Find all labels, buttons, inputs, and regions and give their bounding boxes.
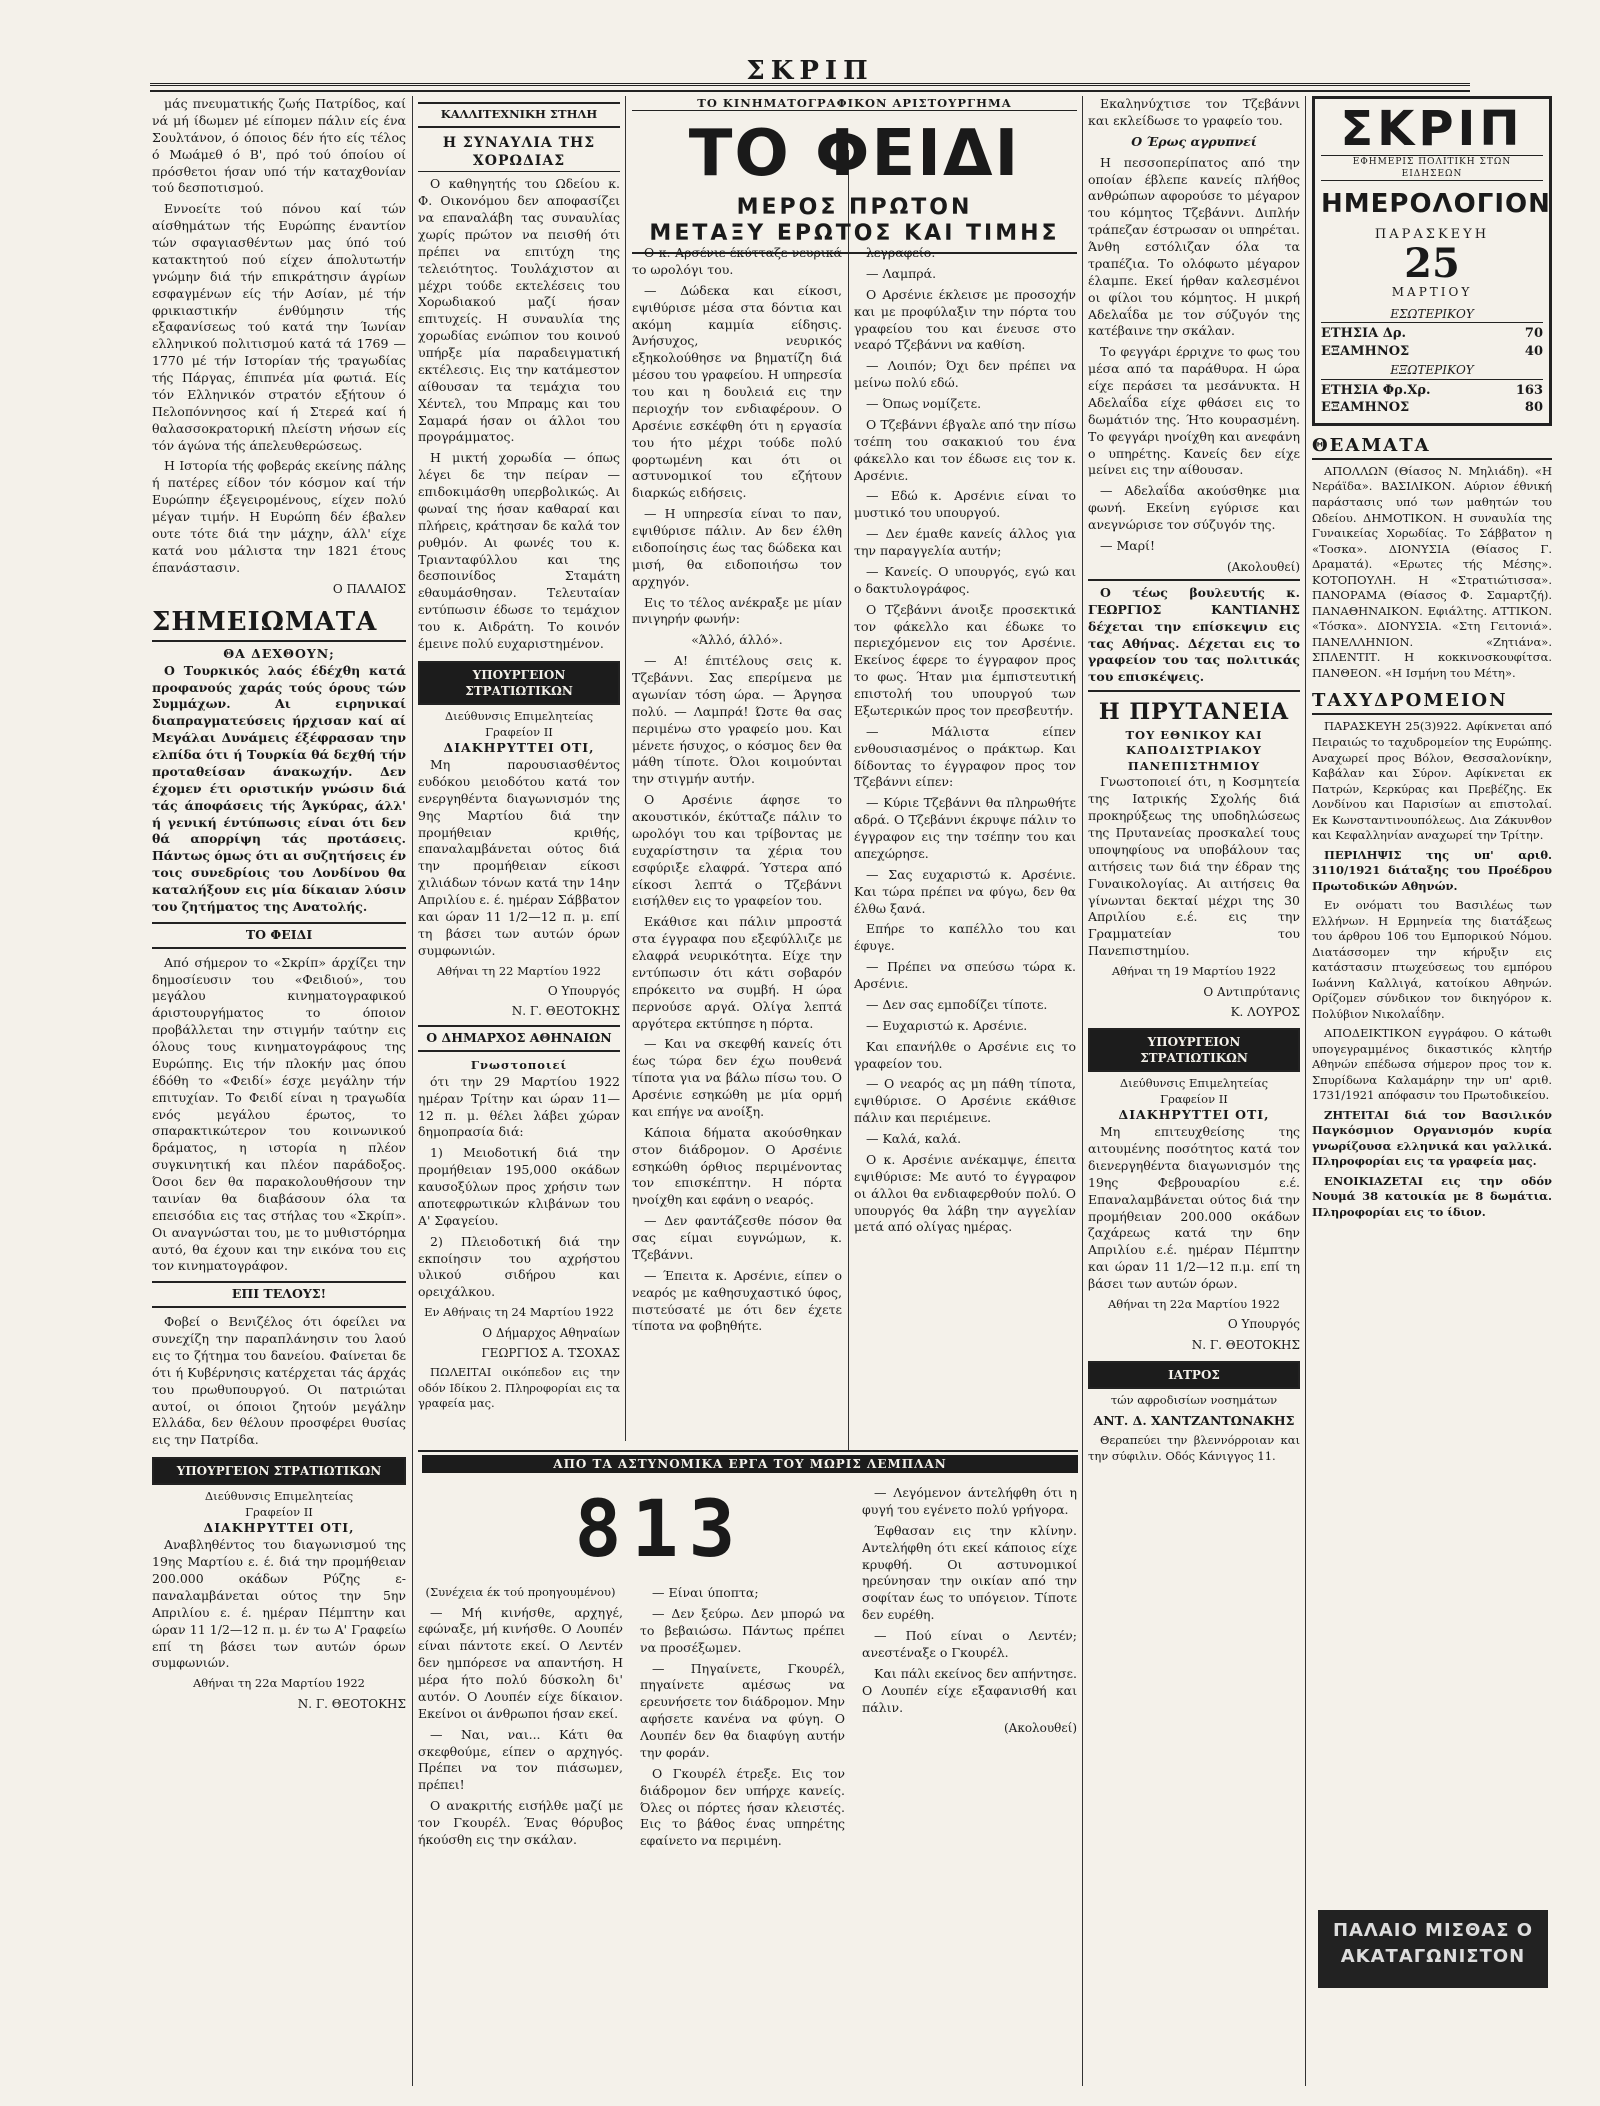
serial-text: Επήρε το καπέλλο του και έφυγε. — [854, 921, 1076, 954]
column-rule — [848, 150, 849, 1450]
notice-signature: Ν. Γ. ΘΕΟΤΟΚΗΣ — [511, 1004, 620, 1019]
notice-date: Αθήναι τη 22 Μαρτίου 1922 — [436, 963, 602, 978]
classified-ad: ΕΝΟΙΚΙΑΖΕΤΑΙ εις την οδόν Νουμά 38 κατοικία με 8 δωμάτια. Πληροφορίαι εις το ίδιον. — [1312, 1173, 1552, 1219]
serial-subheading: Ο Έρως αγρυπνεί — [1131, 133, 1257, 149]
serial-text: — Όπως νομίζετε. — [866, 396, 982, 411]
section-kicker: ΚΑΛΛΙΤΕΧΝΙΚΗ ΣΤΗΛΗ — [418, 102, 620, 128]
calendar-month: ΜΑΡΤΙΟΥ — [1391, 284, 1473, 299]
serial-text: — Λεγόμενον άντελήφθη ότι η φυγή του εγένετο πολύ γρήγορα. — [862, 1485, 1077, 1517]
serial-text: Το φεγγάρι έρριχνε το φως του μέσα από τα παράθυρα. Η ώρα είχε περάσει τα μεσάνυκτα. Η Αδελαΐδα είχε φθάσει εις το δωμάτιόν της. Ήτο κουρασμένη. Το φεγγάρι ηνοίχθη και ανεφάνη ο υπηρέτης. Κανείς δεν είχε μείνει εις την αίθουσαν. — [1088, 344, 1300, 478]
listings-text: ΑΠΟΛΛΩΝ (Θίασος Ν. Μηλιάδη). «Η Νεράϊδα». ΒΑΣΙΛΙΚΟΝ. Αύριον έθνική παράστασις υπό των μαθητών του Ωδείου. ΔΗΜΟΤΙΚΟΝ. Η συναυλία της Γυναικείας Χορωδίας. Το Σάββατον η «Τοσκα». ΔΙΟΝΥΣΙΑ (Θίασος Γ. Δραματά). «Ερωτες τής Μέσης». ΚΟΤΟΠΟΥΛΗ. Η «Στρατιώτισσα». ΠΑΝΟΡΑΜΑ (Θίασος Φ. Σαμαρτζή). ΠΑΝΑΘΗΝΑΙΚΟΝ. Εφιάλτης. ΑΤΤΙΚΟΝ. «Τόσκα». ΔΙΟΝΥΣΙΑ. «Στη Γειτονιά». ΠΑΝΕΛΛΗΝΙΟΝ. «Ζητιάνα». ΣΠΛΕΝΤΙΤ. Η κοκκινοσκουφίτσα. ΠΑΝΘΕΟΝ. «Η Ισμήνη του Μέτη». — [1312, 463, 1552, 680]
serial-text: Και πάλι εκείνος δεν απήντησε. Ο Λουπέν είχε εξαφανισθή και πάλιν. — [862, 1665, 1077, 1715]
article-text: Φοβεί ο Βενιζέλος ότι όφείλει να συνεχίζη την παραπλάνησιν του λαού εις το ζήτημα του δανείου. Φαίνεται δε ότι ή Κυβέρνησις κατέρχεται τάς άρχάς του πρωθυπουργού. Οι πατριώται αυτοί, οι όποιοι ζητούν μεγάλην Ελλάδα, δεν θέλουν προσφέρει θυσίας εις την Πατρίδα. — [152, 1314, 406, 1448]
serial-subtitle: ΜΕΤΑΞΥ ΕΡΩΤΟΣ ΚΑΙ ΤΙΜΗΣ — [632, 221, 1077, 253]
serial-text: — Και να σκεφθή κανείς ότι έως τώρα δεν έχω πουθενά τίποτα για να βάλω πίσω του. Ο Αρσένιε εσηκώθη με μία ορμή και επήγε να ανοίξη. — [632, 1036, 842, 1119]
serial-kicker: ΤΟ ΚΙΝΗΜΑΤΟΓΡΑΦΙΚΟΝ ΑΡΙΣΤΟΥΡΓΗΜΑ — [632, 96, 1077, 111]
calendar-weekday: ΠΑΡΑΣΚΕΥΗ — [1374, 227, 1490, 243]
column-2 — [418, 96, 620, 1446]
ad-name: ΑΝΤ. Δ. ΧΑΝΤΖΑΝΤΩΝΑΚΗΣ — [1093, 1412, 1295, 1428]
article-text: Εννοείτε τού πόνου καί τών αίσθημάτων τής Ευρώπης έναντίον τών σφαγιασθέντων μας ύπό τού κατακτητού πού είχεν άπολυτωτήν γνώμην διά τήν επικράτησιν άγρίων εσφαγμένων είς τήν Ασίαν, μέ τήν φρικιαστικήν ένθύμησιν τής εξαφανίσεως τού κατά την Ίωνίαν ελληνικού πολιτισμού κατά τά 1769 — 1770 μέ τήν Ιστορίαν τής τραγωδίας τής Πάργας, έπιπνέα μία φωτιά. Είς τόν Ελληνικόν στρατόν εξήτουν ό Πελοπόννησος καί ή Στερεά καί ή θαλασσοκρατορική πλείστη νήσων είς τόν άγώνα τής άπελευθερώσεως. — [152, 201, 406, 453]
article-text: ότι την 29 Μαρτίου 1922 ημέραν Τρίτην και ώραν 11—12 π. μ. θέλει λάβει χώραν δημοπρασία διά: — [418, 1073, 620, 1140]
serial-text: Η πεσσοπερίπατος από την οποίαν έβλεπε κανείς πλήθος ανθρώπων αφορούσε το μέγαρον του κόμητος Τζεβάννι. Διπλήν τράπεζαν έστρωσαν οι υπηρέται. Άνθη εστόλιζαν όλα τα τραπέζια. Το ολόφωτο μέγαρον έλαμπε. Εκεί ήρθαν καλεσμένοι οι φίλοι του κόμητος. Η μικρή Αδελαΐδα με τον σύζυγόν της κατέβαινε την σκάλαν. — [1088, 154, 1300, 339]
top-rule — [150, 90, 1470, 92]
serial-continued: (Ακολουθεί) — [1226, 559, 1300, 574]
notice-date: Αθήναι τη 19 Μαρτίου 1922 — [1111, 964, 1277, 979]
section-subheading: ΘΑ ΔΕΧΘΟΥΝ; — [223, 645, 335, 661]
notice-signature: Ν. Γ. ΘΕΟΤΟΚΗΣ — [1191, 1337, 1300, 1352]
notice-heading: ΔΙΑΚΗΡΥΤΤΕΙ ΟΤΙ, — [203, 1520, 355, 1536]
section-heading: ΤΟ ΦΕΙΔΙ — [152, 922, 406, 949]
subscription-table — [1321, 306, 1543, 417]
column-rule — [1082, 96, 1083, 2086]
subscription-row: ΕΞΑΜΗΝΟΣ 80 — [1321, 400, 1543, 416]
notice-text: Μη επιτευχθείσης της αιτουμένης ποσότητος κατά τον διενεργηθέντα διαγωνισμόν της 19ης Φεβρουαρίου ε.έ. Επαναλαμβάνεται ούτος διά την προμήθειαν 200.000 οκάδων ζαχάρεως κατά την 6ην Απριλίου ε.έ. ημέραν Πέμπτην και ώραν 11 1/2—12 π.μ. επί τη βάσει των αυτών όρων. — [1088, 1124, 1300, 1292]
serial-813-column-c — [862, 1485, 1077, 1995]
serial-text: — Λοιπόν; Όχι δεν πρέπει να μείνω πολύ εδώ. — [854, 358, 1076, 391]
serial-text: — Δεν σας εμποδίζει τίποτε. — [866, 996, 1048, 1012]
serial-813-number: 813 — [574, 1485, 746, 1575]
article-text: Η Ιστορία τής φοβεράς εκείνης πάλης ή πατέρες είδον τόν κόσμον καί τήν Ευρώπην έξεγειρομένους, είχεν πολύ μέγαν τιμήν. Η Ευρώπη δέν έβαλεν ουτε τότε διά την μάχην, άλλ' είχε κατά νου μάλιστα την 1821 έτους έπανάστασιν. — [152, 458, 406, 575]
announcement: Ο τέως βουλευτής κ. ΓΕΩΡΓΙΟΣ ΚΑΝΤΙΑΝΗΣ δέχεται την επίσκεψιν εις τας Αθήνας. Δέχεται εις το γραφείον του τας πολιτικάς του επισκέψεις. — [1088, 579, 1300, 692]
serial-continued: (Ακολουθεί) — [1003, 1721, 1077, 1736]
calendar-box — [1312, 96, 1552, 426]
serial-text: — Α! έπιτέλους σεις κ. Τζεβάννι. Σας επερίμενα με αγωνίαν τόση ώρα. — Άργησα πολύ. — Λαμπρά! Ώστε θα σας περιμένω στο γραφείο μου. Και μένετε ήσυχος, ο κόσμος δεν θα μάθη τίποτε. Όλοι κοιμούνται την στιγμήν αυτήν. — [632, 653, 842, 787]
serial-text: — Δώδεκα και είκοσι, εψιθύρισε μέσα στα δόντια και ακόμη καμμία είδησις. Άνήσυχος, νευρικός εξηκολούθησε να βηματίζη διά μέσου του γραφείου. Η υπηρεσία του και η δουλειά εις την περιοχήν τον ενδιαφέρουν. Ο Αρσένιε εσκέφθη ότι η εργασία του ήτο μέχρι τούδε πολύ φορτωμένη και ότι οι αστυνομικοί του εζήτουν διαρκώς ειδήσεις. — [632, 282, 842, 501]
serial-813-column-a — [418, 1585, 623, 1995]
serial-text: — Σας ευχαριστώ κ. Αρσένιε. Και τώρα πρέπει να φύγω, δεν θα έλθω ξανά. — [854, 866, 1076, 916]
serial-text: Ο Αρσένιε έκλεισε με προσοχήν και με προφύλαξιν την πόρτα του γραφείου του και ένευσε στο νεαρό Τζεβάννι να καθίση. — [854, 286, 1076, 353]
serial-text: λεγραφείο. — [866, 245, 936, 260]
legal-text: ΑΠΟΔΕΙΚΤΙΚΟΝ εγγράφου. Ο κάτωθι υπογεγραμμένος δικαστικός κλητήρ Αθηνών επέδωσα σήμερον προς τον κ. Σπυρίδωνα Καλαμάρην την υπ' αριθ. 1731/1921 απόφασιν του Πρωτοδικείου. — [1312, 1026, 1552, 1103]
article-text: Η μικτή χορωδία — όπως λέγει δε την πείραν — επιδοκιμάσθη υπερβολικώς. Αι φωναί της ήσαν καθαραί και πλήρεις, κράτησαν δε καλά τον ρυθμόν. Αι φωνές του κ. Τριανταφύλλου και της δεσποινίδος Σταμάτη εθαυμάσθησαν. Τελευταίαν εντύπωσιν έδωσε το τεμάχιον του κ. Αιδράτη. Το κοινόν έμεινε πολύ ευχαριστημένον. — [418, 450, 620, 651]
subscription-row: ΕΤΗΣΙΑ Δρ. 70 — [1321, 326, 1543, 342]
newspaper-logo: ΣΚΡΙΠ — [1340, 101, 1524, 157]
serial-text: Έφθασαν εις την κλίνην. Αντελήφθη ότι εκεί κάποιος είχε κρυφθή. Οι αστυνομικοί ηρεύνησαν την οικίαν από την σοφίταν έως το υπόγειον. Τίποτε δεν ευρέθη. — [862, 1522, 1077, 1623]
serial-text: — Ναι, ναι... Κάτι θα σκεφθούμε, είπεν ο αρχηγός. Πρέπει να τον πιάσωμεν, πρέπει! — [418, 1726, 623, 1793]
section-subheading: ΤΟΥ ΕΘΝΙΚΟΥ ΚΑΙ ΚΑΠΟΔΙΣΤΡΙΑΚΟΥ ΠΑΝΕΠΙΣΤΗΜΙΟΥ — [1125, 727, 1263, 773]
serial-text: — Πρέπει να σπεύσω τώρα κ. Αρσένιε. — [854, 959, 1076, 991]
notice-section: Γραφείον ΙΙ — [245, 1504, 313, 1519]
article-title: Η ΣΥΝΑΥΛΙΑ ΤΗΣ ΧΟΡΩΔΙΑΣ — [418, 134, 620, 173]
notice-signature: Κ. ΛΟΥΡΟΣ — [1230, 1004, 1300, 1019]
notice-date: Αθήναι τη 22α Μαρτίου 1922 — [192, 1676, 365, 1691]
serial-text: — Εδώ κ. Αρσένιε είναι το μυστικό του υπουργού. — [854, 488, 1076, 521]
serial-text: — Κανείς. Ο υπουργός, εγώ και ο δακτυλογράφος. — [854, 563, 1076, 596]
serial-text: Ο κ. Αρσένιε ανέκαμψε, έπειτα εψιθύρισε: Με αυτό το έγγραφον οι άλλοι θα ενδιαφερθούν πολύ. Ο υπουργός θα λάβη την αγγελίαν μετά από ολίγας ημέρας. — [854, 1151, 1076, 1235]
classified-ad: ΠΩΛΕΙΤΑΙ οικόπεδον εις την οδόν Ιδίκου 2. Πληροφορίαι εις τα γραφεία μας. — [418, 1365, 620, 1411]
section-heading: Η ΠΡΥΤΑΝΕΙΑ — [1098, 699, 1290, 726]
notice-signature: Ο Αντιπρύτανις — [1203, 984, 1300, 999]
article-text: μάς πνευματικής ζωής Πατρίδος, καί νά μή ίδωμεν μέ είπομεν πάλιν είς ένα Σουλτάνον, ό όποιος δέν ήτο είς τέλος ό Μωάμεθ ό Β', πρό τού όποίου οί πρόσθετοι ήσαν υπό τήν καταχθονίαν τού δεσποτισμού. — [152, 96, 406, 196]
ad-text: Θεραπεύει την βλεννόρροιαν και την σύφιλιν. Οδός Κάνιγγος 11. — [1088, 1433, 1300, 1463]
column-4 — [1088, 96, 1300, 2086]
serial-text: — Η υπηρεσία είναι το παν, εψιθύρισε πάλιν. Αν δεν έλθη ειδοποίησις έως τας δώδεκα και μισή, θα ειδοποιήσω τον αρχηγόν. — [632, 506, 842, 589]
notice-signature: Ο Υπουργός — [547, 984, 620, 999]
serial-column-a — [632, 245, 842, 1450]
masthead-title: ΣΚΡΙΠ — [746, 56, 874, 86]
serial-text: — Πού είναι ο Λεντέν; ανεστέναξε ο Γκουρέλ. — [862, 1628, 1077, 1660]
section-heading: Ο ΔΗΜΑΡΧΟΣ ΑΘΗΝΑΙΩΝ — [418, 1025, 620, 1052]
serial-text: Ο κ. Αρσένιε έκύτταζε νευρικά το ωρολόγι του. — [632, 245, 842, 277]
legal-heading: ΠΕΡΙΛΗΨΙΣ της υπ' αριθ. 3110/1921 διάταξης του Προέδρου Πρωτοδικών Αθηνών. — [1312, 847, 1552, 893]
serial-text: Εις το τέλος ανέκραξε με μίαν πνιγηρήν φωνήν: — [632, 594, 842, 627]
serial-text: — Δεν φαντάζεσθε πόσον θα σας είμαι ευγνώμων, κ. Τζεβάννι. — [632, 1213, 842, 1262]
article-text: 1) Μειοδοτική διά την προμήθειαν 195,000 οκάδων καυσοξύλων προς χρήσιν των αποτεφρωτικών κλιβάνων του Α' Σφαγείου. — [418, 1145, 620, 1228]
serial-text: Ο ανακριτής εισήλθε μαζί με τον Γκουρέλ. Ένας θόρυβος ήκούσθη εις την σκάλαν. — [418, 1798, 623, 1847]
serial-text: — Είναι ύποπτα; — [652, 1585, 759, 1600]
notice-department: Διεύθυνσις Επιμελητείας — [204, 1489, 354, 1504]
section-heading: ΤΑΧΥΔΡΟΜΕΙΟΝ — [1312, 689, 1552, 715]
article-text: Γνωστοποιεί ότι, η Κοσμητεία της Ιατρικής Σχολής διά προκηρύξεως της υποδηλώσεως της Πρυτανείας προσκαλεί τους υποψηφίους να υποβάλουν τας αιτήσεις των διά την έδραν της Γυναικολογίας. Αι αιτήσεις θα γίνωνται δεκταί μέχρι της 30 Απριλίου ε.έ. εις την Γραμματείαν του Πανεπιστημίου. — [1088, 774, 1300, 959]
column-1 — [152, 96, 406, 2086]
article-text: Από σήμερον το «Σκρίπ» άρχίζει την δημοσίευσιν του «Φειδιού», του μεγάλου κινηματογραφικού άριστουργήματος το όποιον προβάλλεται την στιγμήν ταύτην εις όλους τους κινηματογράφους της Ευρώπης. Εις τήν πλοκήν μας όπου έδόθη το «Φειδί» έσχε μεγάλην τήν επιτυχίαν. Το Φειδί είναι η τραγωδία ενός μεγάλου έρωτος, το σπαρακτικώτερον του κοινωνικού δράματος, η ιστορία η πλέον συγκινητική και πλέον παράδοξος. Όσοι δεν θα παρακολουθήσουν την ταινίαν θα διαβάσουν όλα τα επεισόδια εις τας στήλας του «Σκρίπ». Οι αναγνώσται του, με το μυθιστόρημα αυτό, θα έχουν και την εικόνα του εις τον κινηματογράφον. — [152, 954, 406, 1274]
serial-text: — Δεν ξεύρω. Δεν μπορώ να το βεβαιώσω. Πάντως πρέπει να προσέξωμεν. — [640, 1605, 845, 1655]
section-subheading: Γνωστοποιεί — [470, 1058, 568, 1073]
serial-text: (Συνέχεια έκ τού προηγουμένου) — [425, 1585, 616, 1599]
notice-text: Μη παρουσιασθέντος ευδόκου μειοδότου κατά τον ενεργηθέντα διαγωνισμόν της 9ης Μαρτίου διά την προμήθειαν κριθής, επαναλαμβάνεται ούτος διά την προμήθειαν είκοσι χιλιάδων τόνων κατά την 14ην Απριλίου ε. έ. ημέραν Σάββατον και ώραν 11 1/2—12 π. μ. επί τη βάσει των αυτών όρων συμφωνιών. — [418, 757, 620, 958]
serial-text: Και επανήλθε ο Αρσένιε εις το γραφείον του. — [854, 1038, 1076, 1071]
notice-signature: ΓΕΩΡΓΙΟΣ Α. ΤΣΟΧΑΣ — [481, 1345, 620, 1360]
ad-text: τών αφροδισίων νοσημάτων — [1110, 1393, 1278, 1408]
section-heading: ΘΕΑΜΑΤΑ — [1312, 434, 1552, 460]
listings-text: ΠΑΡΑΣΚΕΥΗ 25(3)922. Αφίκνεται από Πειραιώς το ταχυδρομείον της Ευρώπης. Αναχωρεί προς Βόλον, Θεσσαλονίκην, Καβάλαν και Σύρον. Αφίκνεται εκ Πατρών, Κερκύρας και Πρεβέζης. Εκ Λονδίνου και Παρισίων αι επιστολαί. Εκ Κωνσταντινουπόλεως. Δια Ζάκυνθον και Κεφαλληνίαν αναχωρεί την Τρίτην. — [1312, 719, 1552, 843]
column-5 — [1312, 96, 1552, 1896]
serial-text: — Πηγαίνετε, Γκουρέλ, πηγαίνετε αμέσως να ερευνήσετε τον διάδρομον. Μην αφήσετε κανένα να φύγη. Ο Λουπέν δεν θα διαφύγη αυτήν την φοράν. — [640, 1660, 845, 1760]
subscription-row: ΕΤΗΣΙΑ Φρ.Χρ. 163 — [1321, 382, 1543, 398]
article-text: Ο καθηγητής του Ωδείου κ. Φ. Οικονόμου δεν αποφασίζει να επαναλάβη τας συναυλίας χωρίς πρώτον να πεισθή ότι πρέπει να επιτύχη της τελειότητος. Τουλάχιστον αι μέχρι τούδε εκτελέσεις του Χορωδιακού μαζί ήσαν επιτυχείς. Η συναυλία της χορωδίας ενώπιον του κοινού υπήρξε μία παραδειγματική εκτέλεσις. Εις την κατάμεστον αίθουσαν τα τεμάχια του Χέντελ, του Μπραμς και του Σαμαρά ήσαν οι άλλοι του προγράμματος. — [418, 176, 620, 445]
serial-text: Εκαληνύχτισε τον Τζεβάννι και εκλείδωσε το γραφείο του. — [1088, 96, 1300, 128]
legal-text: Εν ονόματι του Βασιλέως των Ελλήνων. Η Ερμηνεία της διατάξεως του άρθρου 106 του Εμπορικού Νόμου. Διατάσσομεν την κήρυξιν εις κατάστασιν πτωχεύσεως του εμπόρου Ιωάννη Καλλιγά, κατοίκου Αθηνών. Ορίζομεν σύνδικον τον δικηγόρον κ. Πολύβιον Νικολαΐδην. — [1312, 898, 1552, 1021]
section-rule — [418, 1450, 1078, 1452]
serial-text: Ο Τζεβάννι άνοιξε προσεκτικά τον φάκελλο και έδωκε το περιεχόμενον εις τον Αρσένιε. Εκείνος έφερε το έγγραφον προς το φως. Ήταν μια έμπιστευτική επιστολή του υπουργού των Εξωτερικών προς τον πρεσβευτήν. — [854, 601, 1076, 718]
serial-text: — Ευχαριστώ κ. Αρσένιε. — [866, 1017, 1028, 1033]
section-heading: ΙΑΤΡΟΣ — [1088, 1361, 1300, 1389]
author-signature: Ο ΠΑΛΑΙΟΣ — [332, 581, 406, 596]
serial-text: — Μαρί! — [1100, 537, 1155, 553]
serial-text: — Λαμπρά. — [866, 265, 937, 281]
serial-text: — Κύριε Τζεβάννι θα πληρωθήτε αδρά. Ο Τζεβάννι έκρυψε πάλιν το έγγραφον εις την τσέπην του και απεχώρησε. — [854, 795, 1076, 861]
calendar-date: 25 — [1404, 239, 1460, 287]
serial-text: Ο Τζεβάννι έβγαλε από την πίσω τσέπη του σακακιού του ένα φάκελλο και τον έδωσε εις τον κ. Αρσένιε. — [854, 416, 1076, 483]
article-text: Ο Τουρκικός λαός έδέχθη κατά προφανούς χαράς τούς όρους τών Συμμάχων. Αι ειρηνικαί διαπραγματεύσεις ήρχισαν καί αί Μεγάλαι Δυνάμεις έξέφρασαν την ελπίδα ότι ή Τουρκία θά δεχθή τήν προταθείσαν άνακωχήν. Δεν έχομεν έτι οριστικήν γνώσιν διά τάς άποφάσεις τής Άγκύρας, άλλ' ή γενική έντύπωσις είναι ότι δεν θά απορρίψη τάς προτάσεις. Πάντως όμως ότι αι συζητήσεις έν τοις συνεδρίοις του Λονδίνου θα καταλήξουν εις μία δίκαιαν λύσιν του ζητήματος της Ανατολής. — [152, 662, 406, 914]
notice-header: ΥΠΟΥΡΓΕΙΟΝ ΣΤΡΑΤΙΩΤΙΚΩΝ — [152, 1457, 406, 1485]
serial-text: — Δεν έμαθε κανείς άλλος για την παραγγελία αυτήν; — [854, 526, 1076, 558]
notice-signature: Ο Δήμαρχος Αθηναίων — [482, 1325, 620, 1340]
serial-column-b — [854, 245, 1076, 1450]
section-heading: ΕΠΙ ΤΕΛΟΥΣ! — [152, 1281, 406, 1308]
serial-text: Εκάθισε και πάλιν μπροστά στα έγγραφα που εξεφύλλιζε με ελαφρά νευρικότητα. Είχε την εντύπωσιν ότι κάτι σοβαρόν επρόκειτο να συμβή. Η ώρα περνούσε αργά. Ολίγα λεπτά αργότερα εκτύπησε η πόρτα. — [632, 914, 842, 1031]
subscription-row: ΕΞΑΜΗΝΟΣ 40 — [1321, 343, 1543, 359]
calendar-title: ΗΜΕΡΟΛΟΓΙΟΝ — [1321, 189, 1551, 220]
serial-text: Κάποια δήματα ακούσθηκαν στον διάδρομον. Ο Αρσένιε εσηκώθη όρθιος περιμένοντας τον επισκέπτην. Η πόρτα ηνοίχθη και εφάνη ο νεαρός. — [632, 1124, 842, 1208]
classified-ad: ΖΗΤΕΙΤΑΙ διά τον Βασιλικόν Παγκόσμιον Οργανισμόν κυρία γνωρίζουσα ελληνικά και γαλλικά. Πληροφορίαι εις τα γραφεία μας. — [1312, 1107, 1552, 1169]
column-rule — [1305, 96, 1306, 2086]
article-text: 2) Πλειοδοτική διά την εκποίησιν του αχρήστου υλικού σιδήρου και ορειχάλκου. — [418, 1233, 620, 1300]
subscription-section: ΕΣΩΤΕΡΙΚΟΥ — [1321, 306, 1543, 323]
serial-813-column-b — [640, 1585, 845, 1995]
notice-heading: ΔΙΑΚΗΡΥΤΤΕΙ ΟΤΙ, — [1118, 1107, 1270, 1123]
serial-text: — Καλά, καλά. — [866, 1131, 962, 1146]
serial-text: — Ο νεαρός ας μη πάθη τίποτα, εψιθύρισε. Ο Αρσένιε εκάθισε πάλιν και περιέμεινε. — [854, 1076, 1076, 1126]
advertisement-block: ΠΑΛΑΙΟ ΜΙΣΘΑΣ Ο ΑΚΑΤΑΓΩΝΙΣΤΟΝ — [1318, 1910, 1548, 1988]
serial-text: Ο Αρσένιε άφησε το ακουστικόν, έκύτταζε πάλιν το ωρολόγι του και τρίβοντας με ευχαρίστησιν τα χέρια του εσφύριξε ελαφρά. Ύστερα από είκοσι λεπτά ο Τζεβάννι εισήλθεν εις το γραφείον του. — [632, 792, 842, 909]
serial-text: — Αδελαΐδα ακούσθηκε μια φωνή. Εκείνη εγύρισε και ανεγνώρισε τον σύζυγόν της. — [1088, 483, 1300, 532]
column-rule — [625, 96, 626, 1441]
notice-signature: Ο Υπουργός — [1227, 1317, 1300, 1332]
serial-text: — Μάλιστα είπεν ενθουσιασμένος ο πράκτωρ. Και δίδοντας το έγγραφον προς τον Τζεβάννι είπεν: — [854, 723, 1076, 790]
newspaper-tagline: ΕΦΗΜΕΡΙΣ ΠΟΛΙΤΙΚΗ ΣΤΩΝ ΕΙΔΗΣΕΩΝ — [1321, 155, 1543, 181]
notice-section: Γραφείον ΙΙ — [485, 724, 553, 739]
serial-header — [632, 96, 1077, 254]
notice-date: Εν Αθήναις τη 24 Μαρτίου 1922 — [424, 1305, 614, 1320]
masthead — [150, 56, 1470, 86]
notice-department: Διεύθυνσις Επιμελητείας — [1119, 1076, 1269, 1091]
serial-813-banner: ΑΠΟ ΤΑ ΑΣΤΥΝΟΜΙΚΑ ΕΡΓΑ ΤΟΥ ΜΩΡΙΣ ΛΕΜΠΛΑΝ — [422, 1455, 1078, 1473]
notice-text: Αναβληθέντος του διαγωνισμού της 19ης Μαρτίου ε. έ. διά την προμήθειαν 200.000 οκάδων Ρύζης ε-παναλαμβάνεται ούτος την 5ην Απριλίου ε. έ. ημέραν Πέμπτην και ώραν 11 1/2—12 π. μ. έν τω Α' Γραφείω επί τη βάσει των αυτών όρων συμφωνιών. — [152, 1537, 406, 1671]
notice-department: Διεύθυνσις Επιμελητείας — [444, 709, 594, 724]
serial-text: — Έπειτα κ. Αρσένιε, είπεν ο νεαρός με καθησυχαστικό ύφος, πιστεύσατέ με ότι δεν έχετε τίποτα να φοβηθήτε. — [632, 1267, 842, 1334]
serial-title: ΤΟ ΦΕΙΔΙ — [688, 117, 1021, 191]
column-rule — [412, 96, 413, 2086]
notice-signature: Ν. Γ. ΘΕΟΤΟΚΗΣ — [297, 1696, 406, 1711]
notice-header: ΥΠΟΥΡΓΕΙΟΝ ΣΤΡΑΤΙΩΤΙΚΩΝ — [1088, 1028, 1300, 1072]
notice-heading: ΔΙΑΚΗΡΥΤΤΕΙ ΟΤΙ, — [443, 740, 595, 756]
serial-part: ΜΕΡΟΣ ΠΡΩΤΟΝ — [736, 195, 973, 220]
section-heading: ΣΗΜΕΙΩΜΑΤΑ — [152, 605, 406, 642]
serial-text: «Άλλό, άλλό». — [691, 632, 783, 648]
notice-date: Αθήναι τη 22α Μαρτίου 1922 — [1107, 1296, 1280, 1311]
notice-header: ΥΠΟΥΡΓΕΙΟΝ ΣΤΡΑΤΙΩΤΙΚΩΝ — [418, 661, 620, 705]
notice-section: Γραφείον ΙΙ — [1160, 1091, 1228, 1106]
serial-text: — Μή κινήσθε, αρχηγέ, εφώναξε, μή κινήσθε. Ο Λουπέν είναι πάντοτε εκεί. Ο Λεντέν δεν ημπόρεσε να απαντήση. Η μέρα ήτο πολύ δύσκολη δι' αυτόν. Ο Λουπέν είχε δίκαιον. Εκείνοι οι άνθρωποι ήσαν εκεί. — [418, 1604, 623, 1721]
serial-text: Ο Γκουρέλ έτρεξε. Εις τον διάδρομον δεν υπήρχε κανείς. Όλες οι πόρτες ήσαν κλειστές. Εις το βάθος ένας υπηρέτης εφαίνετο να περιμένη. — [640, 1765, 845, 1849]
subscription-section: ΕΞΩΤΕΡΙΚΟΥ — [1321, 362, 1543, 379]
